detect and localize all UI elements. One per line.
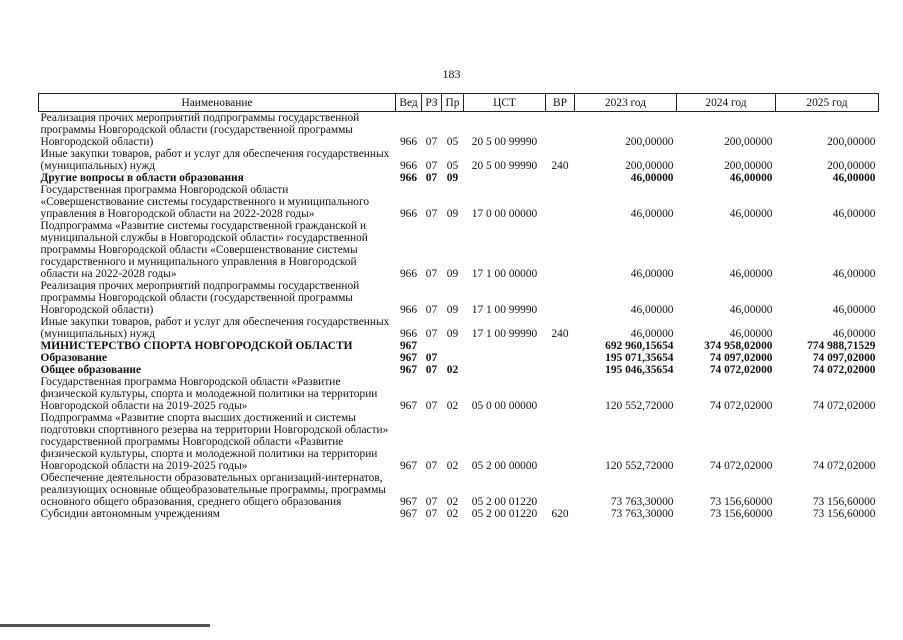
row-rz: 07 (425, 208, 438, 220)
table-row (39, 364, 879, 376)
row-ved: 967 (399, 352, 418, 364)
row-2024: 46,00000 (729, 304, 773, 316)
row-2024: 74 072,02000 (709, 400, 773, 412)
row-2023: 692 960,15654 (605, 340, 674, 352)
row-rz: 07 (425, 172, 438, 184)
table-row (39, 148, 879, 172)
row-vr (546, 172, 575, 184)
row-rz (422, 340, 442, 352)
row-2024: 46,00000 (729, 328, 773, 340)
row-2023: 73 763,30000 (610, 508, 674, 520)
row-cst (464, 172, 546, 184)
row-pr: 09 (446, 328, 459, 340)
row-vr (546, 340, 575, 352)
row-2024: 73 156,60000 (709, 508, 773, 520)
row-ved: 967 (399, 340, 418, 352)
row-rz: 07 (425, 508, 438, 520)
row-2023: 46,00000 (630, 268, 674, 280)
header-rz: РЗ (422, 94, 442, 112)
row-2023: 46,00000 (630, 328, 674, 340)
row-2023: 46,00000 (630, 172, 674, 184)
row-cst (464, 364, 546, 376)
table-row (39, 316, 879, 340)
table-row (39, 472, 879, 508)
row-rz: 07 (425, 400, 438, 412)
row-2025: 46,00000 (832, 172, 876, 184)
row-2024: 200,00000 (724, 160, 773, 172)
header-2023: 2023 год (575, 94, 677, 112)
row-2024: 46,00000 (729, 172, 773, 184)
row-2023: 120 552,72000 (605, 460, 674, 472)
table-row (39, 220, 879, 280)
row-2024: 74 072,02000 (709, 364, 773, 376)
row-pr: 05 (446, 160, 459, 172)
table-row (39, 508, 879, 520)
row-pr: 02 (446, 508, 459, 520)
row-rz: 07 (425, 364, 438, 376)
row-rz: 07 (425, 352, 438, 364)
row-ved: 966 (399, 160, 418, 172)
row-name: Государственная программа Новгородской области «Совершенствование системы государственного и муниципального управления в Новгородской области на 2022-2028 годы» (40, 184, 370, 220)
row-vr (546, 280, 575, 316)
table-row (39, 376, 879, 412)
row-ved: 966 (399, 268, 418, 280)
row-pr: 02 (446, 496, 459, 508)
row-pr: 09 (446, 208, 459, 220)
row-2023: 200,00000 (625, 160, 674, 172)
header-ved: Вед (396, 94, 422, 112)
footer-divider (0, 624, 210, 627)
row-rz: 07 (425, 304, 438, 316)
row-ved: 967 (399, 508, 418, 520)
row-ved: 966 (399, 304, 418, 316)
row-ved: 966 (399, 328, 418, 340)
header-vr: ВР (546, 94, 575, 112)
row-name: Государственная программа Новгородской области «Развитие физической культуры, спорта и молодежной политики на территории Новгородской области на 2019-2025 годы» (40, 376, 378, 412)
row-2025: 46,00000 (832, 268, 876, 280)
row-name: Обеспечение деятельности образовательных организаций-интернатов, реализующих основные общеобразовательные программы, программы основного общего образования, среднего общего образования (40, 472, 386, 508)
row-2024: 74 097,02000 (709, 352, 773, 364)
row-2025: 200,00000 (827, 136, 876, 148)
row-ved: 967 (399, 400, 418, 412)
row-name: Подпрограмма «Развитие системы государственной гражданской и муниципальной службы в Новгородской области» государственной программы Новгородской области «Совершенствование системы государственного и муниципального управления в Новгородской области на 2022-2028 годы» (40, 220, 368, 280)
row-2023: 195 071,35654 (605, 352, 674, 364)
row-2025: 74 072,02000 (812, 400, 876, 412)
row-2023: 200,00000 (625, 136, 674, 148)
budget-table (38, 93, 879, 520)
row-2023: 46,00000 (630, 304, 674, 316)
page-number: 183 (442, 67, 461, 81)
row-2025: 73 156,60000 (812, 496, 876, 508)
row-vr (546, 376, 575, 412)
row-2025: 74 072,02000 (812, 460, 876, 472)
row-2023: 195 046,35654 (605, 364, 674, 376)
row-name: Иные закупки товаров, работ и услуг для обеспечения государственных (муниципальных) нужд (40, 148, 390, 172)
table-header-row (39, 94, 879, 112)
table-row (39, 352, 879, 364)
table-row (39, 280, 879, 316)
row-cst (464, 340, 546, 352)
row-ved: 966 (399, 172, 418, 184)
row-pr (442, 352, 464, 364)
row-rz: 07 (425, 328, 438, 340)
row-2025: 46,00000 (832, 304, 876, 316)
header-2024: 2024 год (677, 94, 776, 112)
row-cst: 17 1 00 99990 (471, 304, 538, 316)
row-2023: 46,00000 (630, 208, 674, 220)
table-row (39, 340, 879, 352)
row-name: Образование (40, 352, 108, 364)
row-vr: 240 (551, 160, 569, 172)
row-vr (546, 364, 575, 376)
row-pr: 09 (446, 268, 459, 280)
row-name: Реализация прочих мероприятий подпрограммы государственной программы Новгородской области (государственной программы Новгородской области) (40, 280, 360, 316)
row-vr (546, 112, 575, 149)
row-2024: 73 156,60000 (709, 496, 773, 508)
row-pr: 05 (446, 136, 459, 148)
row-vr (546, 412, 575, 472)
row-2024: 374 958,02000 (704, 340, 773, 352)
row-2025: 200,00000 (827, 160, 876, 172)
table-row (39, 412, 879, 472)
row-name: Реализация прочих мероприятий подпрограммы государственной программы Новгородской области (государственной программы Новгородской области) (40, 112, 360, 148)
table-body (39, 112, 879, 521)
header-name: Наименование (39, 94, 396, 112)
row-pr: 09 (446, 304, 459, 316)
table-row (39, 184, 879, 220)
row-name: Другие вопросы в области образования (40, 172, 244, 184)
row-2025: 74 072,02000 (812, 364, 876, 376)
row-2024: 46,00000 (729, 208, 773, 220)
row-rz: 07 (425, 160, 438, 172)
row-ved: 967 (399, 496, 418, 508)
row-pr: 09 (446, 172, 459, 184)
row-cst: 05 2 00 00000 (471, 460, 538, 472)
row-pr: 02 (446, 460, 459, 472)
row-vr: 240 (551, 328, 569, 340)
row-cst: 17 0 00 00000 (471, 208, 538, 220)
row-name: Иные закупки товаров, работ и услуг для обеспечения государственных (муниципальных) нужд (40, 316, 390, 340)
row-2025: 74 097,02000 (812, 352, 876, 364)
row-2024: 74 072,02000 (709, 460, 773, 472)
row-rz: 07 (425, 268, 438, 280)
row-2025: 73 156,60000 (812, 508, 876, 520)
row-name: МИНИСТЕРСТВО СПОРТА НОВГОРОДСКОЙ ОБЛАСТИ (40, 340, 353, 352)
row-2025: 46,00000 (832, 208, 876, 220)
row-2023: 73 763,30000 (610, 496, 674, 508)
row-cst: 20 5 00 99990 (471, 136, 538, 148)
row-name: Субсидии автономным учреждениям (40, 508, 220, 520)
row-pr (442, 340, 464, 352)
table-row (39, 172, 879, 184)
table-row (39, 112, 879, 149)
row-ved: 966 (399, 208, 418, 220)
row-name: Общее образование (40, 364, 142, 376)
row-cst: 05 2 00 01220 (471, 496, 538, 508)
row-rz: 07 (425, 496, 438, 508)
row-2024: 46,00000 (729, 268, 773, 280)
row-2025: 774 988,71529 (807, 340, 876, 352)
row-2023: 120 552,72000 (605, 400, 674, 412)
row-ved: 966 (399, 136, 418, 148)
row-2025: 46,00000 (832, 328, 876, 340)
row-name: Подпрограмма «Развитие спорта высших достижений и системы подготовки спортивного резерва на территории Новгородской области» государственной программы Новгородской области «Развитие физической культуры, спорта и молодежной политики на территории Новгородской области на 2019-2025 годы» (40, 412, 389, 472)
row-cst: 17 1 00 99990 (471, 328, 538, 340)
row-pr: 02 (446, 400, 459, 412)
row-cst (464, 352, 546, 364)
row-ved: 967 (399, 364, 418, 376)
row-2024: 200,00000 (724, 136, 773, 148)
row-cst: 20 5 00 99990 (471, 160, 538, 172)
row-rz: 07 (425, 460, 438, 472)
row-cst: 17 1 00 00000 (471, 268, 538, 280)
row-vr (546, 472, 575, 508)
header-pr: Пр (442, 94, 464, 112)
row-vr: 620 (551, 508, 569, 520)
header-cst: ЦСТ (464, 94, 546, 112)
row-pr: 02 (446, 364, 459, 376)
row-vr (546, 220, 575, 280)
row-ved: 967 (399, 460, 418, 472)
row-rz: 07 (425, 136, 438, 148)
row-vr (546, 352, 575, 364)
row-cst: 05 0 00 00000 (471, 400, 538, 412)
row-cst: 05 2 00 01220 (471, 508, 538, 520)
header-2025: 2025 год (776, 94, 879, 112)
row-vr (546, 184, 575, 220)
